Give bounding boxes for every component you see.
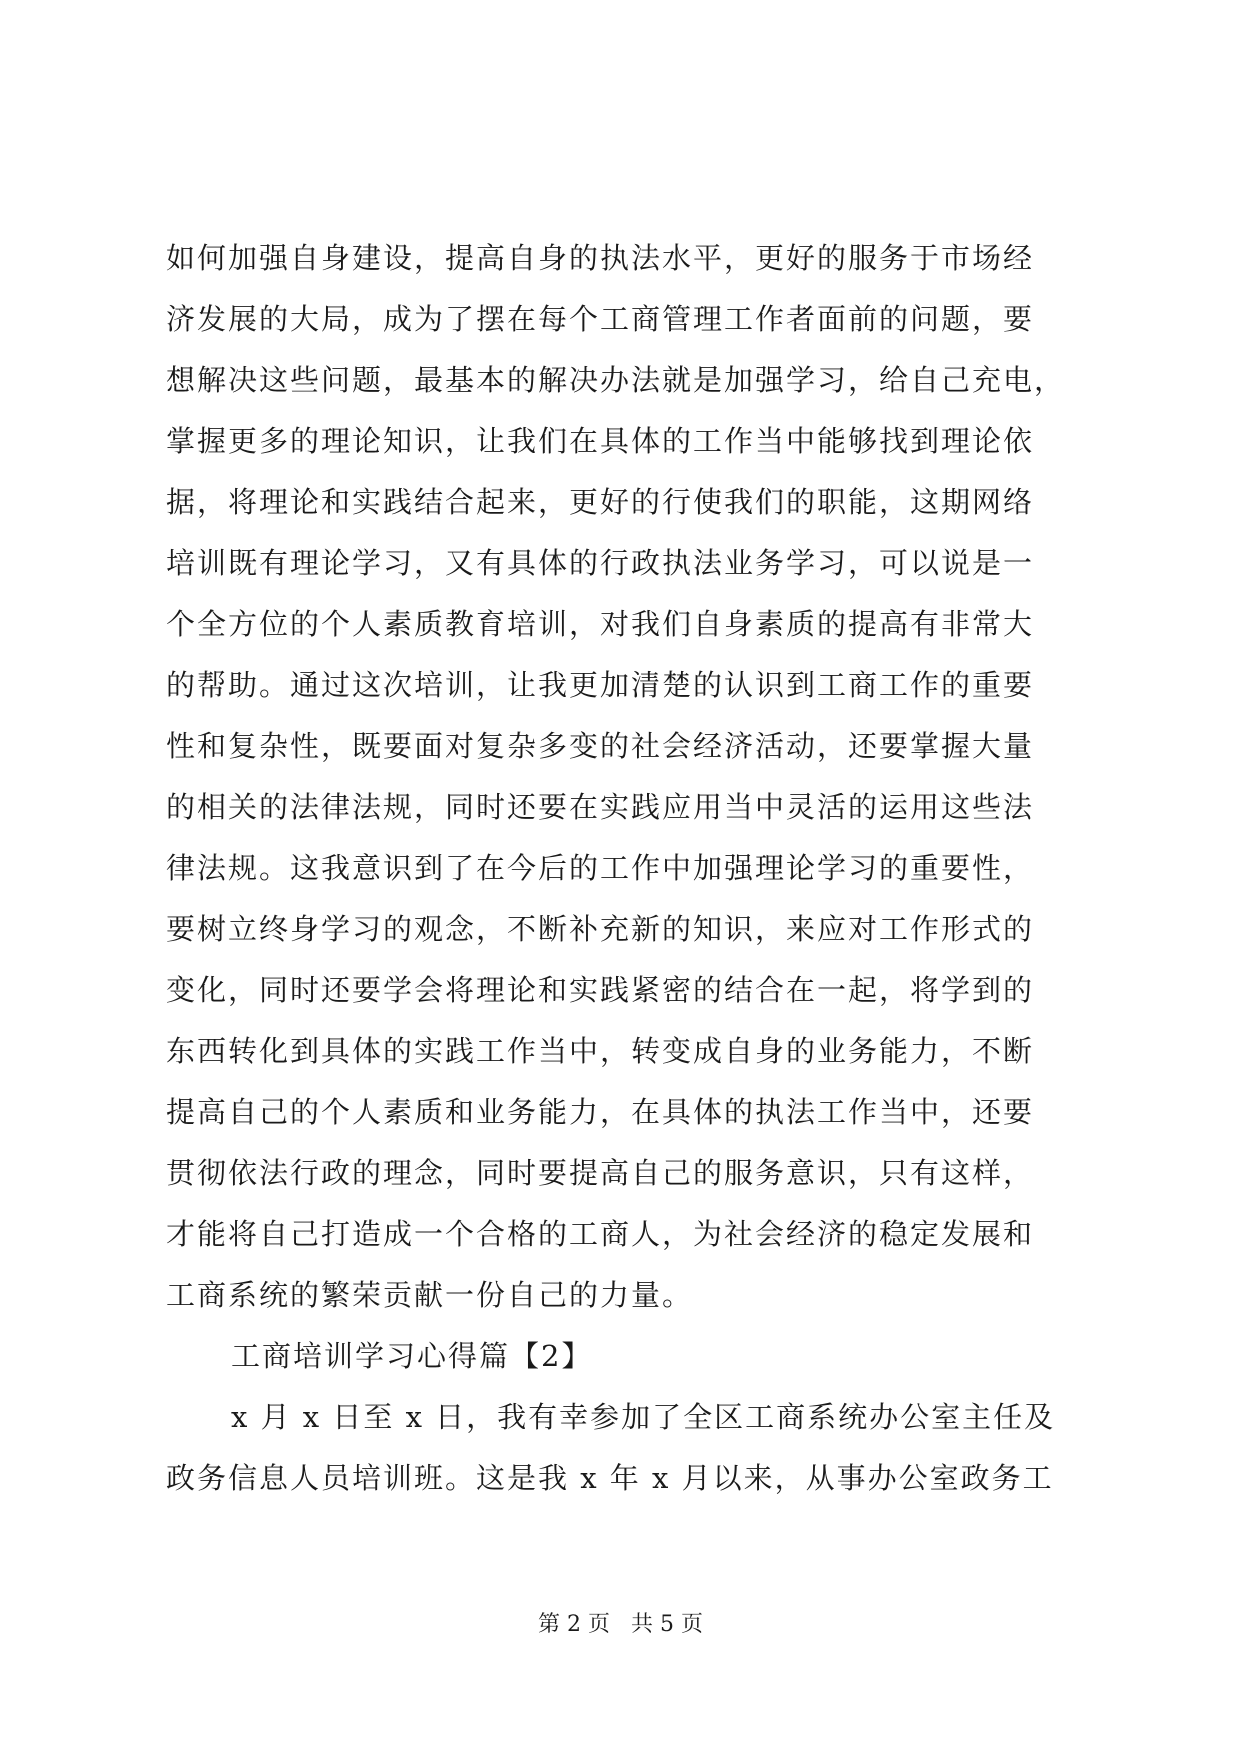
body-line: 的帮助。通过这次培训，让我更加清楚的认识到工商工作的重要 — [166, 668, 1035, 702]
body-line: 据，将理论和实践结合起来，更好的行使我们的职能，这期网络 — [166, 485, 1035, 519]
body-line: 掌握更多的理论知识，让我们在具体的工作当中能够找到理论依 — [166, 424, 1035, 458]
body-line: 的相关的法律法规，同时还要在实践应用当中灵活的运用这些法 — [166, 790, 1035, 824]
body-line: 个全方位的个人素质教育培训，对我们自身素质的提高有非常大 — [166, 607, 1035, 641]
body-line: 律法规。这我意识到了在今后的工作中加强理论学习的重要性， — [166, 851, 1035, 885]
body-line: 想解决这些问题，最基本的解决办法就是加强学习，给自己充电， — [166, 363, 1066, 397]
section-heading: 工商培训学习心得篇【2】 — [231, 1339, 593, 1373]
body-line: 培训既有理论学习，又有具体的行政执法业务学习，可以说是一 — [166, 546, 1035, 580]
body-line: 性和复杂性，既要面对复杂多变的社会经济活动，还要掌握大量 — [166, 729, 1035, 763]
body-line: x 月 x 日至 x 日，我有幸参加了全区工商系统办公室主任及 — [231, 1400, 1056, 1434]
body-line: 工商系统的繁荣贡献一份自己的力量。 — [166, 1278, 694, 1312]
page-footer — [0, 1607, 1241, 1638]
body-line: 提高自己的个人素质和业务能力，在具体的执法工作当中，还要 — [166, 1095, 1035, 1129]
body-line: 才能将自己打造成一个合格的工商人，为社会经济的稳定发展和 — [166, 1217, 1035, 1251]
body-line: 济发展的大局，成为了摆在每个工商管理工作者面前的问题，要 — [166, 302, 1035, 336]
body-line: 东西转化到具体的实践工作当中，转变成自身的业务能力，不断 — [166, 1034, 1035, 1068]
body-line: 要树立终身学习的观念，不断补充新的知识，来应对工作形式的 — [166, 912, 1035, 946]
body-line: 贯彻依法行政的理念，同时要提高自己的服务意识，只有这样， — [166, 1156, 1035, 1190]
body-line: 如何加强自身建设，提高自身的执法水平，更好的服务于市场经 — [166, 241, 1035, 275]
body-line: 政务信息人员培训班。这是我 x 年 x 月以来，从事办公室政务工 — [166, 1461, 1054, 1495]
body-line: 变化，同时还要学会将理论和实践紧密的结合在一起，将学到的 — [166, 973, 1035, 1007]
page-total-label: 共 5 页 — [631, 1612, 703, 1637]
document-body — [166, 228, 1086, 1509]
page-number-label: 第 2 页 — [538, 1612, 610, 1637]
